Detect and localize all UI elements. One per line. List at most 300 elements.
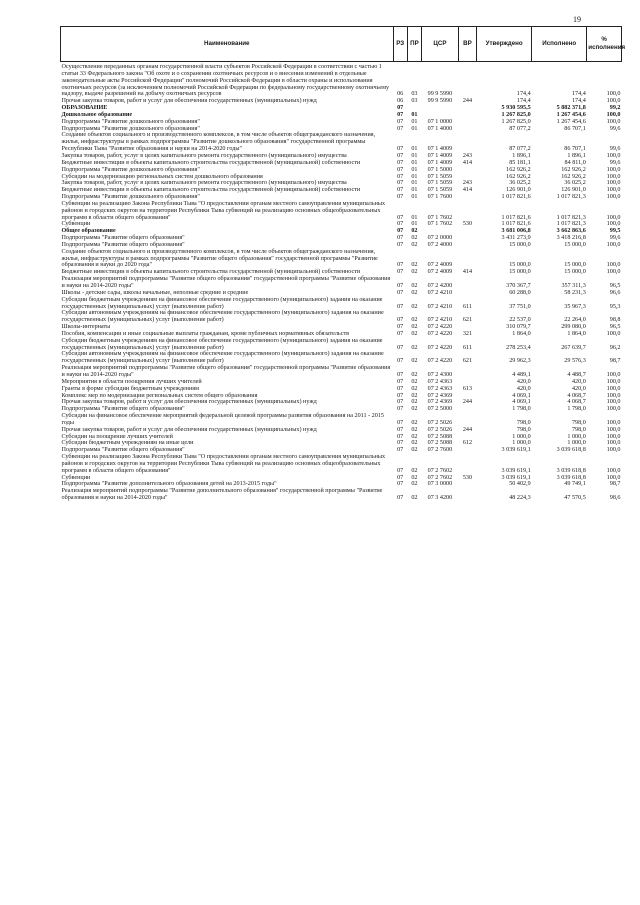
- row-percent: 100,0: [606, 392, 621, 399]
- row-csr: 07 1 5000: [427, 166, 453, 173]
- row-name: Гранты в форме субсидии бюджетным учреждениям: [61, 385, 199, 392]
- row-name: Школы-интернаты: [61, 324, 111, 331]
- row-executed: 3 039 618,8: [556, 474, 586, 481]
- header-approved: Утверждено: [477, 27, 532, 62]
- row-executed: 357 311,3: [561, 283, 586, 289]
- row-vr: [458, 194, 476, 201]
- row-rz: 07: [397, 467, 404, 474]
- row-pr: 01: [411, 159, 418, 166]
- table-row: [61, 324, 622, 331]
- table-body: [61, 62, 622, 503]
- table-row: [61, 62, 622, 99]
- row-percent: 99,6: [609, 146, 621, 153]
- row-executed: 36 025,2: [564, 180, 586, 187]
- row-percent: 99,2: [609, 105, 621, 112]
- header-pr: ПР: [407, 27, 421, 62]
- row-name: Мероприятия в области поощрения лучших учителей: [61, 378, 202, 385]
- row-csr: 07 2 4009: [427, 262, 453, 269]
- row-vr: 243: [462, 180, 473, 187]
- row-pr: 02: [411, 330, 418, 337]
- row-vr: [458, 413, 476, 427]
- row-executed: 4 068,7: [567, 399, 586, 406]
- row-percent: 100,0: [606, 419, 621, 426]
- row-approved: 29 962,3: [509, 358, 531, 365]
- row-approved: 3 039 619,1: [501, 467, 531, 474]
- row-vr: [458, 174, 476, 181]
- row-percent: 100,0: [606, 330, 621, 337]
- row-csr: 07 2 4363: [427, 385, 453, 392]
- row-rz: 07: [397, 228, 404, 235]
- row-vr: [458, 276, 476, 290]
- table-row: [61, 413, 622, 427]
- row-rz: 07: [397, 371, 404, 378]
- row-csr: 07 2 4000: [427, 241, 453, 248]
- row-percent: 100,0: [606, 187, 621, 194]
- table-row: [61, 242, 622, 249]
- row-executed: 86 707,1: [564, 146, 586, 153]
- row-name: Субсидии бюджетным учреждениям на финансовое обеспечение государственного (муниципального) задания на оказание государственных (муниципальных) услуг (выполнение работ): [61, 337, 383, 351]
- row-rz: 06: [397, 91, 404, 98]
- row-rz: 07: [397, 159, 404, 166]
- row-pr: 02: [411, 399, 418, 406]
- row-rz: 07: [397, 269, 404, 276]
- row-name: Субвенции на реализацию Закона Республики Тыва "О предоставлении органам местного самоуправления муниципальных районов и городских округов на территории Республики Тыва субвенций на реализацию основных общеобразовательных программ в области общего образования": [61, 200, 386, 221]
- table-row: [61, 187, 622, 194]
- row-pr: 02: [411, 289, 418, 296]
- row-pr: 02: [411, 228, 418, 235]
- row-rz: 07: [397, 180, 404, 187]
- row-rz: 07: [397, 235, 404, 242]
- row-name: Реализация мероприятий подпрограммы "Развитие дополнительного образования" государственной программы "Развитие образования и науки на 2014-2020 годы": [61, 488, 383, 502]
- row-executed: 15 000,0: [564, 241, 586, 248]
- row-percent: 100,0: [606, 447, 621, 454]
- row-executed: 3 039 618,8: [556, 467, 586, 474]
- table-row: [61, 351, 622, 365]
- row-rz: 07: [397, 118, 404, 125]
- row-name: Субсидии на модернизацию региональных систем дошкольного образования: [61, 173, 263, 180]
- row-vr: [458, 105, 476, 112]
- row-approved: 15 000,0: [509, 262, 531, 269]
- table-row: [61, 194, 622, 201]
- row-csr: [422, 112, 459, 119]
- row-pr: 02: [411, 344, 418, 351]
- row-vr: [458, 447, 476, 454]
- row-approved: 798,0: [516, 426, 531, 433]
- row-percent: 98,7: [609, 358, 621, 365]
- row-approved: 87 077,2: [509, 146, 531, 153]
- table-row: [61, 235, 622, 242]
- row-csr: 07 1 5059: [427, 173, 453, 180]
- row-csr: 07 1 4009: [427, 159, 453, 166]
- row-approved: 48 224,3: [509, 495, 531, 502]
- table-row: [61, 386, 622, 393]
- row-vr: 414: [462, 187, 473, 194]
- row-executed: 299 080,0: [561, 324, 586, 331]
- row-csr: 07 2 4210: [427, 289, 453, 296]
- row-name: Создание объектов социального и производственного комплексов, в том числе объектов общегражданского назначения, жилья, инфраструктуры в рамках подпрограммы "Развитие общего образования" государственной программы "Развитие образования и науки до 2020 года": [61, 248, 378, 269]
- row-rz: 06: [397, 98, 404, 105]
- row-name: Субсидии на финансовое обеспечение мероприятий федеральной целевой программы развития образования на 2011 - 2015 годы: [61, 413, 384, 426]
- row-name: Субвенции: [61, 221, 91, 228]
- row-approved: 3 039 619,1: [501, 474, 531, 481]
- row-vr: [458, 112, 476, 119]
- header-name: Наименование: [61, 27, 394, 62]
- row-name: Бюджетные инвестиции в объекты капитального строительства государственной (муниципальной) собственности: [61, 159, 361, 166]
- row-vr: [458, 324, 476, 331]
- row-rz: 07: [397, 187, 404, 194]
- row-approved: 174,4: [516, 98, 531, 105]
- row-csr: [422, 105, 459, 112]
- row-csr: 07 1 7602: [427, 214, 453, 221]
- row-name: ОБРАЗОВАНИЕ: [61, 105, 108, 112]
- row-name: Создание объектов социального и производственного комплексов, в том числе объектов общегражданского назначения, жилья, инфраструктуры в рамках подпрограммы "Развитие дошкольного образования" государственной программы Республики Тыва "Развитие образования и науки на 2014-2020 годы": [61, 132, 376, 153]
- row-pr: 02: [411, 406, 418, 413]
- row-rz: 07: [397, 481, 404, 488]
- row-pr: 02: [411, 317, 418, 324]
- table-row: [61, 290, 622, 297]
- header-rz: РЗ: [393, 27, 407, 62]
- row-rz: 07: [397, 330, 404, 337]
- row-rz: 07: [397, 173, 404, 180]
- row-executed: 1 017 821,3: [556, 221, 586, 228]
- row-executed: 35 967,3: [564, 303, 586, 310]
- row-name: Подпрограмма "Развитие дошкольного образования": [61, 118, 200, 125]
- row-csr: 07 2 4300: [427, 371, 453, 378]
- row-pr: 01: [411, 187, 418, 194]
- row-rz: 07: [397, 392, 404, 399]
- row-rz: 07: [397, 426, 404, 433]
- row-approved: 1 267 825,0: [501, 118, 531, 125]
- row-vr: [458, 365, 476, 379]
- row-csr: 07 2 4009: [427, 269, 453, 276]
- row-vr: [458, 406, 476, 413]
- row-pr: 01: [411, 118, 418, 125]
- row-executed: 4 488,7: [567, 371, 586, 378]
- row-csr: 07 1 0000: [427, 118, 453, 125]
- row-rz: 07: [397, 262, 404, 269]
- row-approved: 1 798,0: [512, 406, 531, 413]
- header-percent: % исполнения: [587, 27, 622, 62]
- row-executed: 1 896,1: [567, 152, 586, 159]
- row-rz: 07: [397, 378, 404, 385]
- row-approved: 15 000,0: [509, 241, 531, 248]
- table-row: [61, 365, 622, 379]
- row-percent: 100,0: [606, 269, 621, 276]
- row-name: Реализация мероприятий подпрограммы "Развитие общего образования" государственной программы "Развитие образования и науки на 2014-2020 годы": [61, 365, 391, 378]
- row-rz: 07: [397, 344, 404, 351]
- table-row: [61, 201, 622, 222]
- row-name: Субсидии бюджетным учреждениям на финансовое обеспечение государственного (муниципального) задания на оказание государственных (муниципальных) услуг (выполнение работ): [61, 296, 383, 310]
- row-executed: 4 068,7: [567, 392, 586, 399]
- row-rz: 07: [397, 433, 404, 440]
- row-rz: 07: [397, 358, 404, 365]
- row-rz: 07: [397, 419, 404, 426]
- row-executed: 3 418 216,8: [556, 235, 586, 242]
- row-pr: 01: [411, 146, 418, 153]
- row-percent: 100,0: [606, 166, 621, 173]
- row-percent: 100,0: [606, 406, 621, 413]
- row-rz: 07: [397, 241, 404, 248]
- row-vr: [458, 249, 476, 270]
- row-vr: 244: [462, 399, 473, 406]
- row-name: Реализация мероприятий подпрограммы "Развитие общего образования" государственной программы "Развитие образования и науки на 2014-2020 годы": [61, 276, 391, 289]
- row-percent: 98,6: [609, 495, 621, 502]
- row-percent: 96,2: [609, 344, 621, 351]
- row-rz: 07: [397, 474, 404, 481]
- row-vr: [458, 126, 476, 133]
- row-pr: 02: [411, 241, 418, 248]
- row-name: Подпрограмма "Развитие дошкольного образования": [61, 125, 200, 132]
- row-executed: 1 267 454,6: [556, 118, 586, 125]
- row-vr: 612: [462, 440, 473, 447]
- row-executed: 126 901,0: [561, 187, 586, 194]
- row-approved: 162 926,2: [506, 166, 531, 173]
- row-approved: 1 017 821,6: [501, 214, 531, 221]
- row-approved: 126 901,0: [506, 187, 531, 194]
- row-executed: 1 000,0: [567, 440, 586, 447]
- row-rz: 07: [397, 221, 404, 228]
- row-name: Прочая закупка товаров, работ и услуг для обеспечения государственных (муниципальных) нужд: [61, 399, 317, 406]
- row-rz: 07: [397, 111, 404, 118]
- row-approved: 1 267 825,0: [501, 111, 531, 118]
- row-vr: [458, 434, 476, 441]
- row-percent: 95,3: [609, 303, 621, 310]
- row-executed: 58 231,3: [564, 289, 586, 296]
- row-pr: 02: [411, 235, 418, 242]
- row-pr: 02: [411, 392, 418, 399]
- table-row: [61, 331, 622, 338]
- row-approved: 174,4: [516, 91, 531, 98]
- row-vr: 414: [462, 159, 473, 166]
- row-executed: 162 926,2: [561, 166, 586, 173]
- table-row: [61, 112, 622, 119]
- row-vr: [458, 379, 476, 386]
- row-pr: 02: [411, 426, 418, 433]
- table-row: [61, 297, 622, 311]
- row-pr: 01: [411, 152, 418, 159]
- row-vr: [458, 62, 476, 99]
- row-csr: 07 1 7602: [427, 221, 453, 228]
- row-csr: [422, 228, 459, 235]
- row-csr: 07 2 4363: [427, 378, 453, 385]
- budget-table: [60, 26, 626, 502]
- row-vr: [458, 242, 476, 249]
- row-rz: 07: [397, 166, 404, 173]
- row-executed: 420,0: [571, 385, 586, 392]
- row-name: Подпрограмма "Развитие общего образования": [61, 235, 185, 242]
- row-executed: 29 576,3: [564, 358, 586, 365]
- row-csr: 07 1 4009: [427, 146, 453, 153]
- header-executed: Исполнено: [532, 27, 587, 62]
- row-name: Прочая закупка товаров, работ и услуг для обеспечения государственных (муниципальных) нужд: [61, 426, 317, 433]
- row-name: Субвенции на реализацию Закона Республики Тыва "О предоставлении органам местного самоуправления муниципальных районов и городских округов на территории Республики Тыва субвенций на реализацию основных общеобразовательных программ в области общего образования": [61, 454, 386, 474]
- row-percent: 100,0: [606, 194, 621, 201]
- row-approved: 1 864,0: [512, 330, 531, 337]
- row-pr: 02: [411, 495, 418, 502]
- row-vr: 530: [462, 221, 473, 228]
- row-percent: 98,8: [609, 317, 621, 324]
- row-vr: [458, 167, 476, 174]
- table-row: [61, 132, 622, 153]
- row-approved: 278 253,4: [506, 344, 531, 351]
- row-executed: 84 811,0: [564, 159, 586, 166]
- row-rz: 07: [397, 317, 404, 324]
- row-pr: 02: [411, 447, 418, 454]
- row-approved: 60 288,0: [509, 289, 531, 296]
- row-name: Субсидии автономным учреждениям на финансовое обеспечение государственного (муниципального) задания на оказание государственных (муниципальных) услуг (выполнение работ): [61, 310, 384, 324]
- row-vr: 611: [462, 344, 472, 351]
- row-rz: 07: [397, 399, 404, 406]
- table-row: [61, 167, 622, 174]
- row-executed: 798,0: [571, 426, 586, 433]
- row-executed: 49 749,1: [564, 481, 586, 488]
- row-name: Подпрограмма "Развитие общего образования": [61, 447, 185, 454]
- row-pr: 02: [411, 419, 418, 426]
- row-vr: [458, 393, 476, 400]
- row-executed: 420,0: [571, 378, 586, 385]
- row-executed: 1 267 454,6: [556, 111, 586, 118]
- row-name: Субсидии бюджетным учреждениям на иные цели: [61, 440, 194, 447]
- row-executed: 1 017 821,3: [556, 194, 586, 201]
- row-csr: 07 2 4220: [427, 358, 453, 365]
- row-pr: 01: [411, 214, 418, 221]
- row-rz: 07: [397, 125, 404, 132]
- row-vr: [458, 488, 476, 502]
- row-pr: 01: [411, 111, 418, 118]
- row-csr: 07 2 4220: [427, 344, 453, 351]
- row-percent: 96,5: [609, 283, 621, 289]
- table-header-row: [61, 27, 622, 62]
- row-percent: 99,6: [609, 159, 621, 166]
- row-executed: 86 707,1: [564, 125, 586, 132]
- row-csr: 07 2 4369: [427, 399, 453, 406]
- table-row: [61, 310, 622, 324]
- row-name: Школы - детские сады, школы начальные, неполные средние и средние: [61, 289, 249, 296]
- row-executed: 5 882 371,8: [556, 105, 586, 112]
- row-percent: 99,6: [609, 235, 621, 242]
- row-percent: 100,0: [606, 91, 621, 98]
- row-csr: 07 3 0000: [427, 481, 453, 488]
- row-name: Подпрограмма "Развитие дошкольного образования": [61, 194, 200, 201]
- row-pr: 02: [411, 467, 418, 474]
- row-vr: 621: [462, 317, 473, 324]
- row-vr: [458, 454, 476, 475]
- row-csr: 07 3 4200: [427, 495, 453, 502]
- row-approved: 1 000,0: [512, 440, 531, 447]
- row-csr: 07 2 4210: [427, 317, 453, 324]
- row-rz: 07: [397, 495, 404, 502]
- table-row: [61, 153, 622, 160]
- row-csr: 07 2 7602: [427, 474, 453, 481]
- row-csr: 07 2 7602: [427, 467, 453, 474]
- row-name: Осуществление переданных органам государственной власти субъектов Российской Федерации в соответствии с частью 1 статьи 33 Федерального закона "Об охоте и о сохранении охотничьих ресурсов и о внесении изменений в отдельные законодательные акты Российской Федерации" полномочий Российской Федерации в области охраны и использования охотничьих ресурсов (за исключением полномочий Российской Федерации по федеральному государственному охотничьему надзору, выдаче разрешений на добычу охотничьих ресурсов: [61, 64, 390, 98]
- row-percent: 100,0: [606, 118, 621, 125]
- row-name: Субвенции: [61, 474, 91, 481]
- row-vr: 244: [462, 426, 473, 433]
- row-approved: 1 017 821,6: [501, 221, 531, 228]
- row-percent: 96,5: [609, 324, 621, 331]
- row-vr: 613: [462, 385, 473, 392]
- row-vr: 321: [462, 330, 473, 337]
- row-approved: 4 069,1: [512, 399, 531, 406]
- row-percent: 100,0: [606, 385, 621, 392]
- row-executed: 15 000,0: [564, 269, 586, 276]
- row-executed: 174,4: [571, 98, 586, 105]
- row-executed: 22 264,0: [564, 317, 586, 324]
- row-csr: 07 1 7600: [427, 194, 453, 201]
- row-approved: 4 069,1: [512, 392, 531, 399]
- row-percent: 99,5: [609, 228, 621, 235]
- row-vr: 243: [462, 152, 473, 159]
- page-number: 19: [573, 15, 581, 24]
- row-vr: [458, 119, 476, 126]
- row-executed: 15 000,0: [564, 262, 586, 269]
- row-approved: 420,0: [516, 385, 531, 392]
- row-executed: 174,4: [571, 91, 586, 98]
- row-name: Субсидии автономным учреждениям на финансовое обеспечение государственного (муниципального) задания на оказание государственных (муниципальных) услуг (выполнение работ): [61, 351, 384, 365]
- row-pr: 02: [411, 474, 418, 481]
- row-approved: 50 402,9: [509, 481, 531, 488]
- row-rz: 07: [397, 440, 404, 447]
- row-rz: 07: [397, 194, 404, 201]
- row-name: Бюджетные инвестиции в объекты капитального строительства государственной (муниципальной) собственности: [61, 187, 361, 194]
- row-pr: 03: [411, 91, 418, 98]
- row-vr: [458, 235, 476, 242]
- table-row: [61, 276, 622, 290]
- table-row: [61, 98, 622, 105]
- row-rz: 07: [397, 146, 404, 153]
- row-vr: [458, 201, 476, 222]
- row-vr: 414: [462, 269, 473, 276]
- row-csr: 07 1 5059: [427, 187, 453, 194]
- row-percent: 100,0: [606, 440, 621, 447]
- table-row: [61, 338, 622, 352]
- row-rz: 07: [397, 283, 404, 289]
- row-pr: 02: [411, 385, 418, 392]
- row-name: Комплекс мер по модернизации региональных систем общего образования: [61, 392, 258, 399]
- row-approved: 5 930 595,5: [501, 105, 531, 112]
- row-percent: 100,0: [606, 433, 621, 440]
- row-percent: 100,0: [606, 262, 621, 269]
- row-rz: 07: [397, 324, 404, 331]
- row-pr: 02: [411, 358, 418, 365]
- row-name: Подпрограмма "Развитие дополнительного образования детей на 2013-2015 годы": [61, 481, 277, 488]
- row-vr: [458, 132, 476, 153]
- row-approved: 798,0: [516, 419, 531, 426]
- table-row: [61, 160, 622, 167]
- row-csr: 99 9 5990: [427, 98, 453, 105]
- row-pr: 02: [411, 262, 418, 269]
- row-approved: 370 367,7: [506, 283, 531, 289]
- row-approved: 1 896,1: [512, 152, 531, 159]
- row-rz: 07: [397, 214, 404, 221]
- row-percent: 100,0: [606, 221, 621, 228]
- row-pr: 02: [411, 481, 418, 488]
- row-pr: 01: [411, 221, 418, 228]
- row-percent: 100,0: [606, 371, 621, 378]
- row-vr: 530: [462, 474, 473, 481]
- row-rz: 07: [397, 105, 404, 112]
- row-percent: 100,0: [606, 426, 621, 433]
- row-csr: 07 2 4220: [427, 324, 453, 331]
- row-pr: 02: [411, 433, 418, 440]
- row-approved: 162 926,2: [506, 173, 531, 180]
- table-row: [61, 488, 622, 502]
- row-pr: 02: [411, 269, 418, 276]
- row-percent: 98,7: [609, 481, 621, 488]
- row-approved: 420,0: [516, 378, 531, 385]
- row-vr: 621: [462, 358, 473, 365]
